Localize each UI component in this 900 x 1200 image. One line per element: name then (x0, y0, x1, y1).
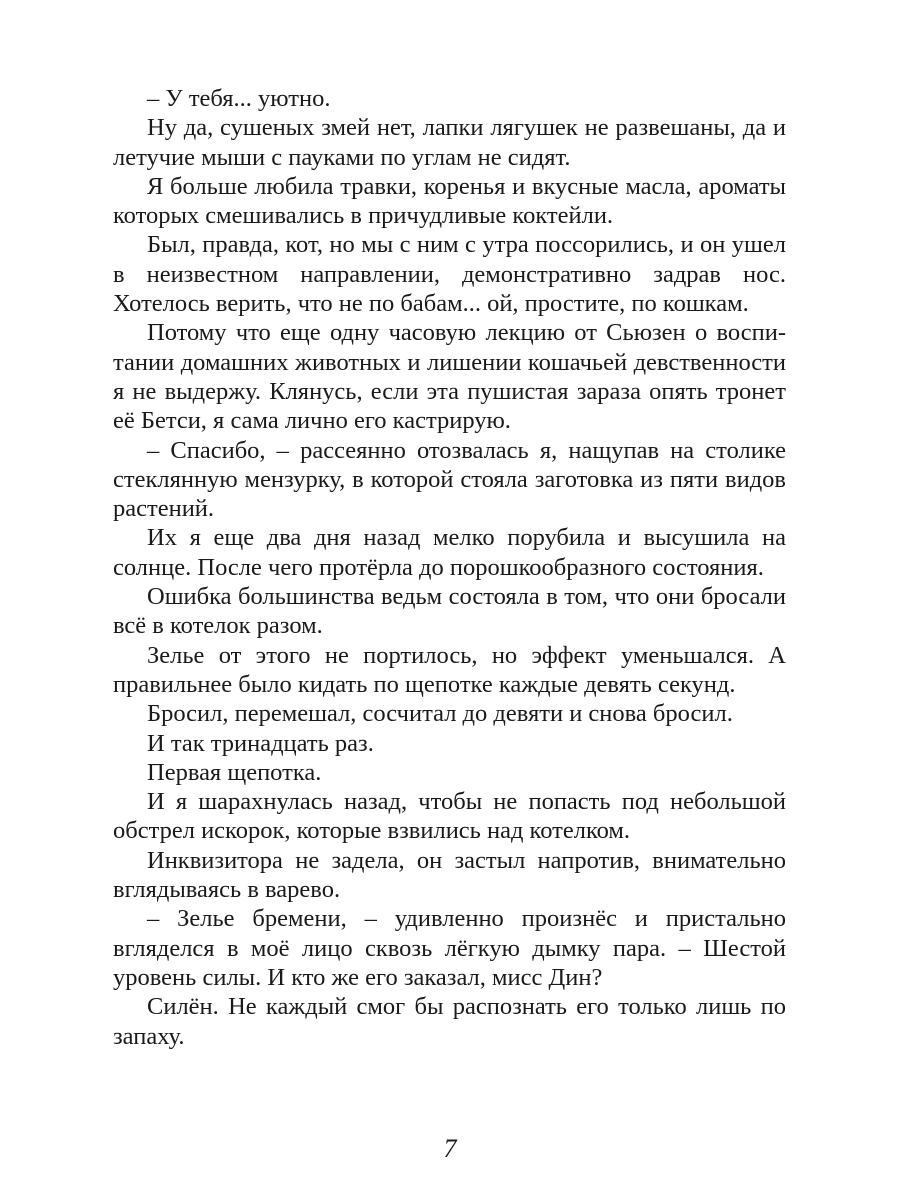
paragraph-4: Был, правда, кот, но мы с ним с утра поссорились, и он ушел в неизвестном направлении, демонстративно задрав нос. Хотелось верить, что не по бабам... ой, простите, по кошкам. (113, 231, 786, 318)
paragraph-13: И я шарахнулась назад, чтобы не попасть под небольшой обстрел искорок, которые взвились над котелком. (113, 788, 786, 845)
paragraph-14: Инквизитора не задела, он застыл напротив, внимательно вглядываясь в варево. (113, 846, 786, 904)
paragraph-6: – Спасибо, – рассеянно отозвалась я, нащупав на столике стеклянную мензурку, в которой стояла заготовка из пяти видов растений. (113, 436, 786, 523)
paragraph-7: Их я еще два дня назад мелко порубила и высушила на солнце. После чего протёрла до порошкообразного состояния. (113, 524, 786, 581)
paragraph-2: Ну да, сушеных змей нет, лапки лягушек не развешаны, да и летучие мыши с пауками по углам не сидят. (113, 114, 786, 171)
paragraph-15: – Зелье бремени, – удивленно произнёс и пристально вгляделся в моё лицо сквозь лёгкую дымку пара. – Шестой уровень силы. И кто же его заказал, мисс Дин? (113, 905, 786, 991)
paragraph-16: Силён. Не каждый смог бы распознать его только лишь по запаху. (113, 993, 786, 1050)
paragraph-12: Первая щепотка. (147, 758, 322, 786)
paragraph-11: И так тринадцать раз. (147, 729, 374, 757)
paragraph-9: Зелье от этого не портилось, но эффект уменьшался. А правильнее было кидать по щепотке каждые девять секунд. (113, 641, 786, 698)
paragraph-10: Бросил, перемешал, сосчитал до девяти и снова бросил. (147, 700, 733, 728)
page-number: 7 (443, 1134, 457, 1163)
paragraph-3: Я больше любила травки, коренья и вкусные масла, ароматы которых смешивались в причудливые коктейли. (113, 172, 786, 230)
paragraph-8: Ошибка большинства ведьм состояла в том, что они бросали всё в котелок разом. (113, 583, 786, 640)
paragraph-5: Потому что еще одну часовую лекцию от Сьюзен о воспитании домашних животных и лишении кошачьей девственности я не выдержу. Клянусь, если эта пушистая зараза опять тронет её Бетси, я сама лично его кастрирую. (113, 319, 786, 435)
paragraph-1: – У тебя... уютно. (147, 85, 331, 112)
book-page-text (113, 84, 786, 1051)
